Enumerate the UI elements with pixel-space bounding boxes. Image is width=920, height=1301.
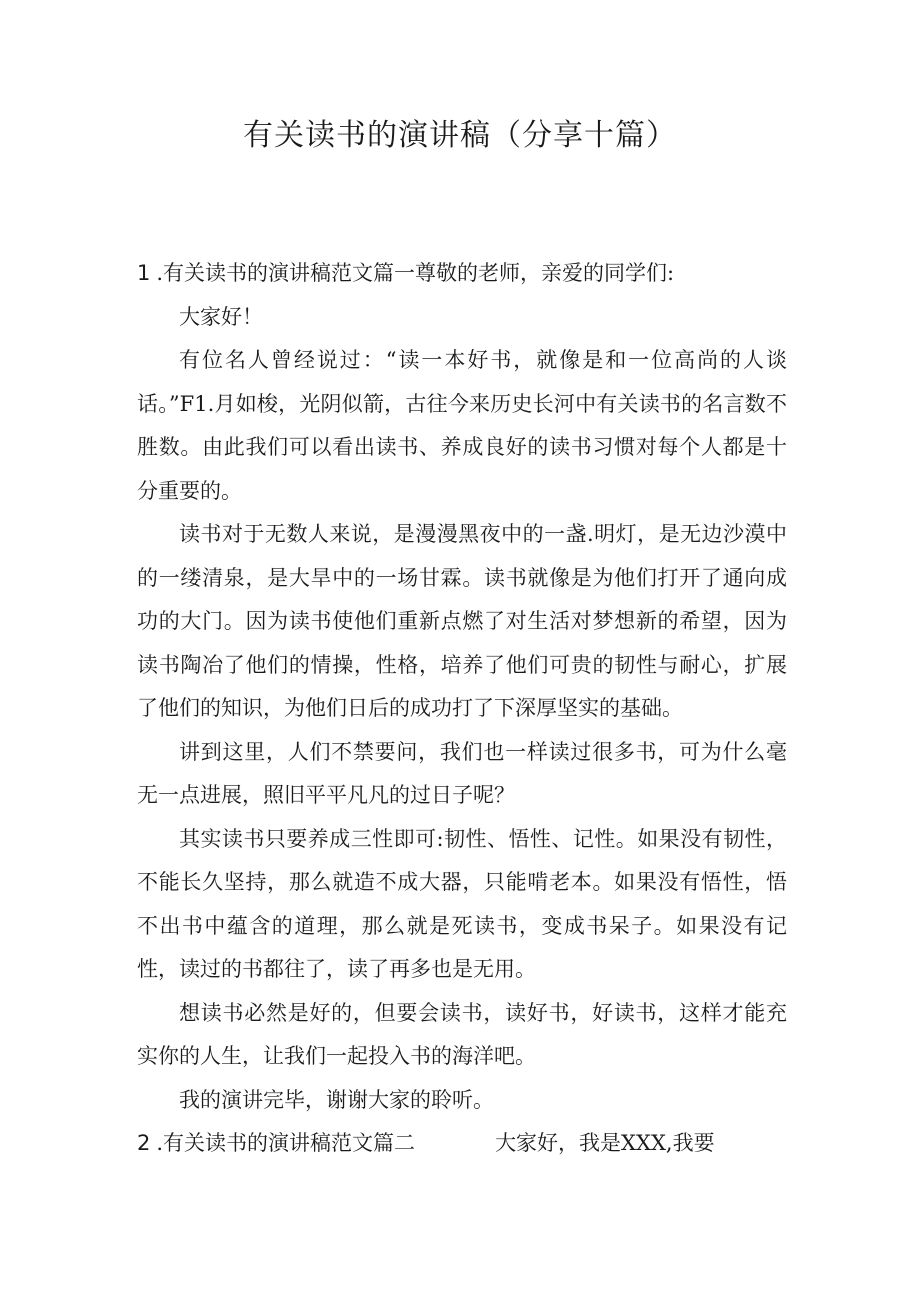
section-2-heading-text: .有关读书的演讲稿范文篇二 — [156, 1131, 416, 1155]
section-1-heading — [137, 252, 787, 296]
paragraph-reading-meaning: 读书对于无数人来说，是漫漫黑夜中的一盏.明灯，是无边沙漠中的一缕清泉，是大旱中的一场甘霖。读书就像是为他们打开了通向成功的大门。因为读书使他们重新点燃了对生活对梦想新的希望，因为读书陶冶了他们的情操，性格，培养了他们可贵的韧性与耐心，扩展了他们的知识，为他们日后的成功打了下深厚坚实的基础。 — [137, 522, 787, 720]
section-2-number: 2 — [137, 1131, 151, 1155]
section-1-number: 1 — [137, 261, 151, 285]
section-2-heading — [137, 1122, 787, 1166]
paragraph-greeting: 大家好！ — [179, 304, 263, 329]
paragraph-question: 讲到这里，人们不禁要问，我们也一样读过很多书，可为什么毫无一点进展，照旧平平凡凡的过日子呢？ — [137, 739, 787, 807]
section-1-heading-text: .有关读书的演讲稿范文篇一尊敬的老师，亲爱的同学们: — [156, 261, 675, 285]
paragraph-quote: 有位名人曾经说过：“读一本好书，就像是和一位高尚的人谈话。”F1.月如梭，光阴似箭，古往今来历史长河中有关读书的名言数不胜数。由此我们可以看出读书、养成良好的读书习惯对每个人都是十分重要的。 — [137, 348, 787, 503]
document-body — [137, 252, 787, 1166]
section-2-text: 大家好，我是XXX,我要 — [495, 1131, 715, 1155]
paragraph-closing: 我的演讲完毕，谢谢大家的聆听。 — [179, 1087, 494, 1112]
paragraph-call-to-action: 想读书必然是好的，但要会读书，读好书，好读书，这样才能充实你的人生，让我们一起投入书的海洋吧。 — [137, 1000, 787, 1068]
document-title: 有关读书的演讲稿（分享十篇） — [243, 118, 677, 153]
paragraph-three-traits: 其实读书只要养成三性即可:韧性、悟性、记性。如果没有韧性，不能长久坚持，那么就造不成大器，只能啃老本。如果没有悟性，悟不出书中蕴含的道理，那么就是死读书，变成书呆子。如果没有记性，读过的书都往了，读了再多也是无用。 — [137, 826, 787, 981]
